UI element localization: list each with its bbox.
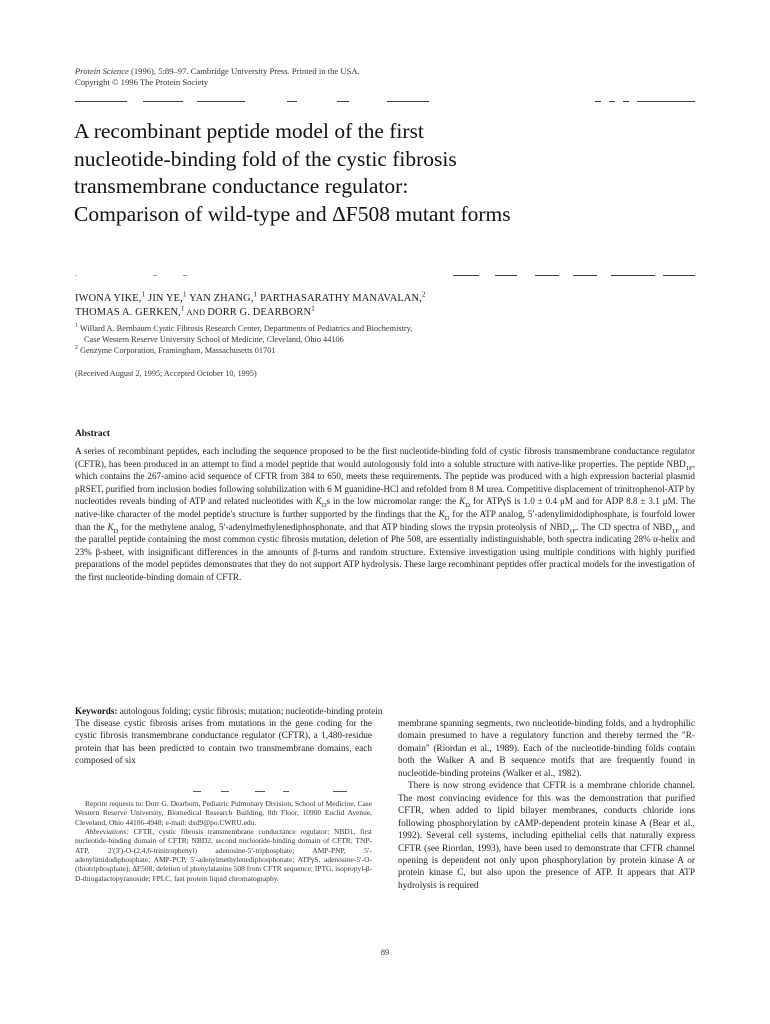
citation-text: (1996), 5:89–97. Cambridge University Press. Printed in the USA. [128, 66, 360, 76]
author-name: IWONA YIKE, [75, 293, 142, 304]
affiliation-marker: 1 [182, 289, 187, 299]
keywords-label: Keywords: [75, 706, 118, 716]
affiliation-marker: 2 [75, 345, 78, 352]
received-dates: (Received August 2, 1995; Accepted October 10, 1995) [75, 369, 257, 378]
title-line-3: transmembrane conductance regulator: [74, 174, 409, 198]
title-rule [75, 275, 695, 278]
title-line-4: Comparison of wild-type and ΔF508 mutant forms [74, 201, 511, 226]
header-rule [75, 101, 695, 104]
journal-citation [75, 66, 360, 77]
abbreviations-label: Abbreviations: [85, 827, 129, 837]
footnote-rule [75, 791, 372, 794]
author-name: PARTHASARATHY MANAVALAN, [257, 293, 422, 304]
reprint-footnote: Reprint requests to: Dorr G. Dearborn, Pediatric Pulmonary Division, School of Medicine, Case Western Reserve University, Biomedical Research Building, 8th Floor, 10900 Euclid Avenue, Cleveland, Ohio 44106-4948; e-mail: dxd9@po.CWRU.edu. [75, 799, 372, 827]
affiliation-marker: 1 [253, 289, 258, 299]
affiliation-marker: 1 [180, 303, 185, 313]
affiliation-marker: 1 [75, 323, 78, 330]
author-name: THOMAS A. GERKEN, [75, 306, 181, 318]
author-line-1 [75, 289, 695, 306]
author-list [75, 289, 695, 319]
affiliation-2: $^2$ Genzyme Corporation, Framingham, Massachusetts 01701 [75, 345, 276, 356]
page-number: 89 [380, 947, 390, 957]
title-line-2: nucleotide-binding fold of the cystic fibrosis [74, 146, 457, 171]
body-paragraph: There is now strong evidence that CFTR is a membrane chloride channel. The most convincing evidence for this was the demonstration that purified CFTR, when added to lipid bilayer membranes, conducts chloride ions following phosphorylation by cAMP-dependent protein kinase A (Bear et al., 1992). Several cell systems, including epithelial cells that naturally express CFTR (see Riordan, 1993), have been used to demonstrate that CFTR channel opening is dependent not only upon phosphorylation by protein kinase A or protein kinase C, but also upon the presence of ATP. It appears that ATP hydrolysis is required [398, 781, 695, 891]
affiliation-marker: 2 [421, 289, 426, 299]
body-column-left [75, 718, 372, 768]
author-name: JIN YE, [145, 293, 183, 304]
journal-header [75, 66, 360, 88]
author-name: YAN ZHANG, [186, 293, 254, 304]
affiliation-marker: 1 [311, 303, 316, 313]
footnotes [75, 799, 372, 883]
affiliation-1-cont: Case Western Reserve University School of Medicine, Cleveland, Ohio 44106 [84, 335, 344, 345]
journal-name: Protein Science [75, 66, 129, 76]
copyright-line: Copyright © 1996 The Protein Society [75, 77, 209, 87]
affiliation-1: $^1$ Willard A. Bernbaum Cystic Fibrosis Research Center, Departments of Pediatrics and Biochemistry, [75, 323, 413, 333]
affiliation-marker: 1 [141, 289, 146, 299]
body-paragraph: membrane spanning segments, two nucleotide-binding folds, and a hydrophilic domain presumed to have a regulatory function and thereby termed the "R-domain" (Riordan et al., 1989). Each of the nucleotide-binding folds contain both the Walker A and B sequence motifs that are frequently found in nucleotide-binding proteins (Walker et al., 1982). [398, 719, 695, 779]
affiliations [75, 323, 695, 357]
abstract-heading: Abstract [75, 429, 110, 439]
author-line-2 [75, 303, 695, 320]
abstract-body: A series of recombinant peptides, each including the sequence proposed to be the first nucleotide-binding fold of cystic fibrosis transmembrane conductance regulator (CFTR), has been produced in an attempt to find a model peptide that would autologously fold into a soluble structure with native-like properties. The peptide $NBD_{1F}$, which contains the 267-amino acid sequence of CFTR from 384 to 650, meets these requirements. The peptide was produced with a high expression bacterial plasmid pRSET, purified from inclusion bodies following solubilization with 6 M guanidine-HCl and refolded from 8 M urea. Competitive displacement of trinitrophenol-ATP by nucleotides reveals binding of ATP and related nucleotides with $K_Ds$ in the low micromolar range: the $K_D$ for ATPγS is 1.0 ± 0.4 μM and for ADP 8.8 ± 3.1 μM. The native-like character of the model peptide's structure is further supported by the findings that the $K_D$ for the ATP analog, 5′-adenylimidodiphosphate, is fourfold lower than the $K_D$ for the methylene analog, 5′-adenylmethylenediphosphonate, and that ATP binding slows the trypsin proteolysis of $NBD_{1F}$. The CD spectra of $NBD_{1F}$ and the parallel peptide containing the most common cystic fibrosis mutation, deletion of Phe 508, are essentially indistinguishable, both spectra indicating 28% α-helix and 23% β-sheet, with insignificant differences in the amounts of β-turns and random structure. Extensive investigation using multiple conditions with highly purified preparations of the model peptides demonstrates that they do not support ATP hydrolysis. These large recombinant peptides offer practical models for the investigation of the first nucleotide-binding domain of CFTR. [75, 446, 696, 582]
abbreviations-footnote: Abbreviations: CFTR, cystic fibrosis transmembrane conductance regulator; NBD1, first nucleotide-binding domain of CFTR; NBD2, second nucleotide-binding domain of CFTR; TNP-ATP, 2′(3′)-O-(2,4,6-trinitrophenyl) adenosine-5′-triphosphate; AMP-PNP, 5′-adenylimidodiphosphate; AMP-PCP, 5′-adenylmethylenediphosphonate; ATPγS, adenosine-5′-O-(thiotriphosphate); ΔF508, deletion of phenylalanine 508 from CFTR sequence; IPTG, isopropyl-β-D-thiogalactopyranoside; FPLC, fast protein liquid chromatography. [75, 827, 372, 883]
keywords [75, 706, 695, 716]
body-column-right [398, 718, 695, 892]
and-conjunction: AND [184, 307, 208, 317]
author-name: DORR G. DEARBORN [207, 306, 312, 318]
keywords-text: autologous folding; cystic fibrosis; mutation; nucleotide-binding protein [117, 706, 383, 716]
body-paragraph: The disease cystic fibrosis arises from mutations in the gene coding for the cystic fibrosis transmembrane conductance regulator (CFTR), a 1,480-residue protein that has been predicted to contain two transmembrane domains, each composed of six [75, 719, 372, 767]
article-title [74, 118, 694, 228]
title-line-1: A recombinant peptide model of the first [74, 119, 424, 143]
